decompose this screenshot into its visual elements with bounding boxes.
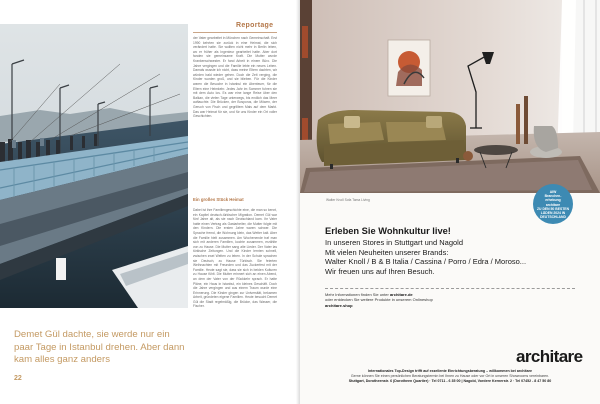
shop-link[interactable]: architare.shop — [325, 302, 353, 308]
badge-line: architare — [545, 202, 561, 207]
badge-line: erhebung — [545, 198, 561, 203]
badge-line: LÄDEN 2024 IN — [540, 211, 566, 216]
ad-body-line: In unseren Stores in Stuttgart und Nagold — [325, 238, 464, 247]
ad-info — [325, 292, 433, 308]
info-shop-text: oder entdecken Sie weitere Produkte in unserem Onlineshop — [325, 297, 433, 303]
ad-divider — [325, 288, 575, 289]
section-divider — [193, 32, 277, 33]
ad-body-line: Wir freuen uns auf Ihren Besuch. — [325, 266, 435, 276]
photo-caption: Walter Knoll Sofa Tama Living — [326, 198, 370, 202]
info-prefix: Mehr Informationen finden Sie unter — [325, 292, 390, 297]
footer-tagline: Internationales Top-Design trifft auf exzellente Einrichtungsberatung – willkommen bei architare — [367, 369, 533, 373]
galata-bridge-photo — [0, 24, 188, 308]
footer-addresses: Stuttgart, Dorotheenstr. 6 (Dorotheen Quartier) · Tel 0711 - 6 35 00 | Nagold, Vordere Kernerstr. 2 · Tel 07452 - 8 47 50 80 — [348, 379, 552, 383]
website-link[interactable]: architare.de — [389, 292, 413, 297]
architare-logo: architare — [516, 347, 583, 366]
award-badge — [533, 184, 573, 224]
article-subhead: Ein großes Stück Heimat — [193, 197, 244, 202]
ad-body-line: Walter Knoll / B & B Italia / Cassina / Porro / Edra / Moroso... — [325, 257, 527, 267]
section-label: Reportage — [236, 22, 274, 29]
footer-appointment: Gerne können Sie einen persönlichen Beratungstermin bei Ihnen zu Hause oder vor Ort in unseren Showrooms vereinbaren. — [350, 374, 550, 378]
ad-body-line: Mit vielen Neuheiten unserer Brands: — [325, 247, 449, 257]
badge-line: AIW — [549, 190, 557, 194]
badge-line: ZU DEN 50 BESTEN — [536, 206, 570, 211]
badge-line: Branchen- — [544, 194, 562, 199]
ad-body — [325, 238, 526, 276]
article-column-top: der Vater gearbeitet in München nach Gemeinschaft. Erst 1990 kehrten sie zurück in eine Heimat, die sich verändert hatte. Sie wollten nicht mehr in Berlin leben, wo er früher als Ingenieur gearbeitet hatte. Aber dort fanden sie gemeinsame Kraft. Die Mutter wurde Krankenschwester. Er fand Arbeit in einem Büro. Die Jahre vergingen und die Familie lebte ein neues Leben. Damals wusste ich nicht, dass meine Eltern dachten, wir würden bald wieder gehen. Doch die Zeit verging, die Kinder wurden groß, und sie blieben. Für die Kinder waren die Besuche in Istanbul ein Abenteuer, für die Eltern eine Heimkehr. Jedes Jahr im Sommer fuhren sie mit dem Auto los. Es war eine lange Reise über den Balkan, die vielen Tage unterwegs, bis endlich das Meer auftauchte. Die Brücken, der Bosporus, die Möwen, der Geruch von Fisch und gegrilltem Mais auf dem Markt. Das war Heimat für sie, und für uns Kinder ein Ort voller Geschichten. — [193, 36, 277, 119]
ad-headline: Erleben Sie Wohnkultur live! — [325, 226, 451, 236]
page-number: 22 — [14, 375, 22, 382]
article-column-bottom: Dabei ist ihre Familiengeschichte eine, die man so kennt, ein Kapitel deutsch-türkischer Migration. Demet Gül war fünf Jahre alt, als sie nach Deutschland kam. Ihr Vater hatte einen Vertrag als Gastarbeiter, die Mutter folgte mit den Kindern. Die ersten Jahre waren schwer. Die Sprache fremd, die Wohnung klein, das Wetter kalt. Aber die Familie hielt zusammen. Am Wochenende traf man sich mit anderen Familien, kochte zusammen, erzählte von zu Hause. Die Mutter sang alte Lieder. Der Vater las türkische Zeitungen. Und die Kinder lernten schnell, zwischen zwei Welten zu leben. In der Schule sprachen sie Deutsch, zu Hause Türkisch. Sie feierten Weihnachten mit Freunden und das Zuckerfest mit der Familie. Heute sagt sie, dass sie sich in beiden Kulturen zu Hause fühlt. Die Mutter erinnert sich an einen Abend, an dem der Vater von der Rückkehr sprach. Er hatte Pläne, ein Haus in Istanbul, ein kleines Geschäft. Doch die Jahre vergingen und aus einem Traum wurde eine Erinnerung. Die Kinder gingen zur Universität, bekamen Arbeit, gründeten eigene Familien. Heute besucht Demet Gül die Stadt regelmäßig, die Brücke, das Wasser, die Fischer. — [193, 208, 277, 309]
badge-line: DEUTSCHLAND — [540, 215, 566, 220]
living-room-photo — [300, 0, 600, 193]
right-page-advertisement — [300, 0, 600, 404]
pull-quote: Demet Gül dachte, sie werde nur ein paar Tage in Istanbul drehen. Aber dann kam alles ganz anders — [14, 329, 185, 365]
ad-footer — [300, 369, 600, 384]
